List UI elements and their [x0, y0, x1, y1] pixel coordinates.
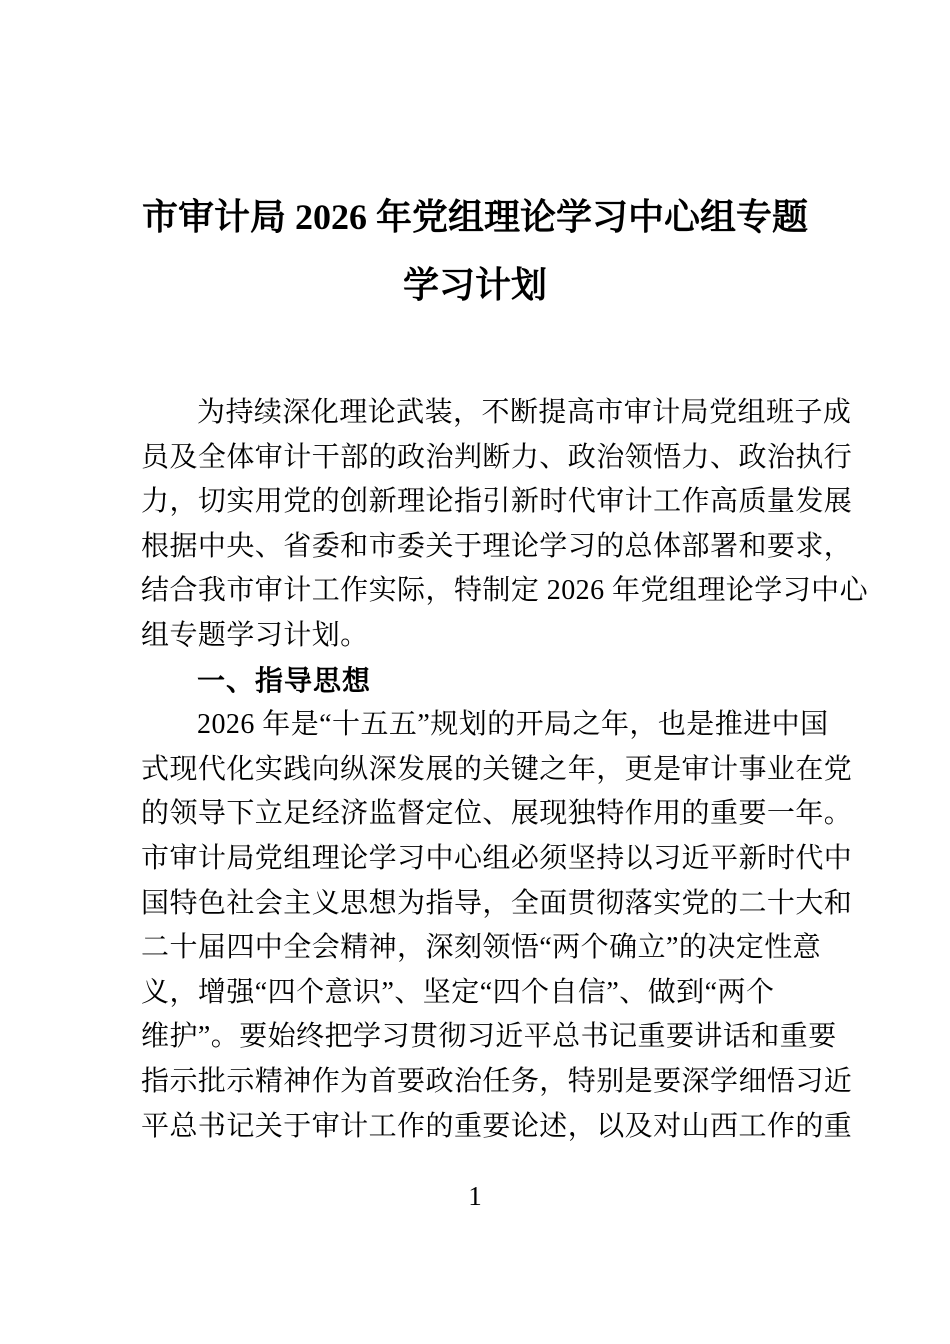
- text-line: 根据中央、省委和市委关于理论学习的总体部署和要求，: [141, 530, 853, 562]
- document-title-line1: 市审计局 2026 年党组理论学习中心组专题: [141, 197, 808, 237]
- text-line: 平总书记关于审计工作的重要论述，以及对山西工作的重: [141, 1110, 853, 1142]
- text-line: 力，切实用党的创新理论指引新时代审计工作高质量发展: [141, 486, 853, 518]
- text-line: 结合我市审计工作实际，特制定 2026 年党组理论学习中心: [141, 575, 869, 607]
- section-heading: 一、指导思想: [197, 664, 372, 696]
- text-line: 员及全体审计干部的政治判断力、政治领悟力、政治执行: [141, 441, 853, 473]
- text-line: 式现代化实践向纵深发展的关键之年，更是审计事业在党: [141, 753, 853, 785]
- text-line: 二十届四中全会精神，深刻领悟“两个确立”的决定性意: [141, 932, 822, 964]
- text-line: 2026 年是“十五五”规划的开局之年，也是推进中国: [197, 709, 829, 741]
- document-body: [141, 391, 869, 1149]
- text-line: 市审计局党组理论学习中心组必须坚持以习近平新时代中: [141, 842, 853, 874]
- text-line: 维护”。要始终把学习贯彻习近平总书记重要讲话和重要: [141, 1021, 837, 1053]
- text-line: 指示批示精神作为首要政治任务，特别是要深学细悟习近: [141, 1065, 853, 1097]
- document-title-line2: 学习计划: [402, 265, 547, 305]
- text-line: 组专题学习计划。: [141, 619, 369, 651]
- page-number: 1: [468, 1181, 482, 1211]
- document-title: [0, 183, 950, 319]
- text-line: 国特色社会主义思想为指导，全面贯彻落实党的二十大和: [141, 887, 853, 919]
- text-line: 的领导下立足经济监督定位、展现独特作用的重要一年。: [141, 798, 853, 830]
- text-line: 义，增强“四个意识”、坚定“四个自信”、做到“两个: [141, 976, 775, 1008]
- text-line: 为持续深化理论武装，不断提高市审计局党组班子成: [197, 397, 852, 428]
